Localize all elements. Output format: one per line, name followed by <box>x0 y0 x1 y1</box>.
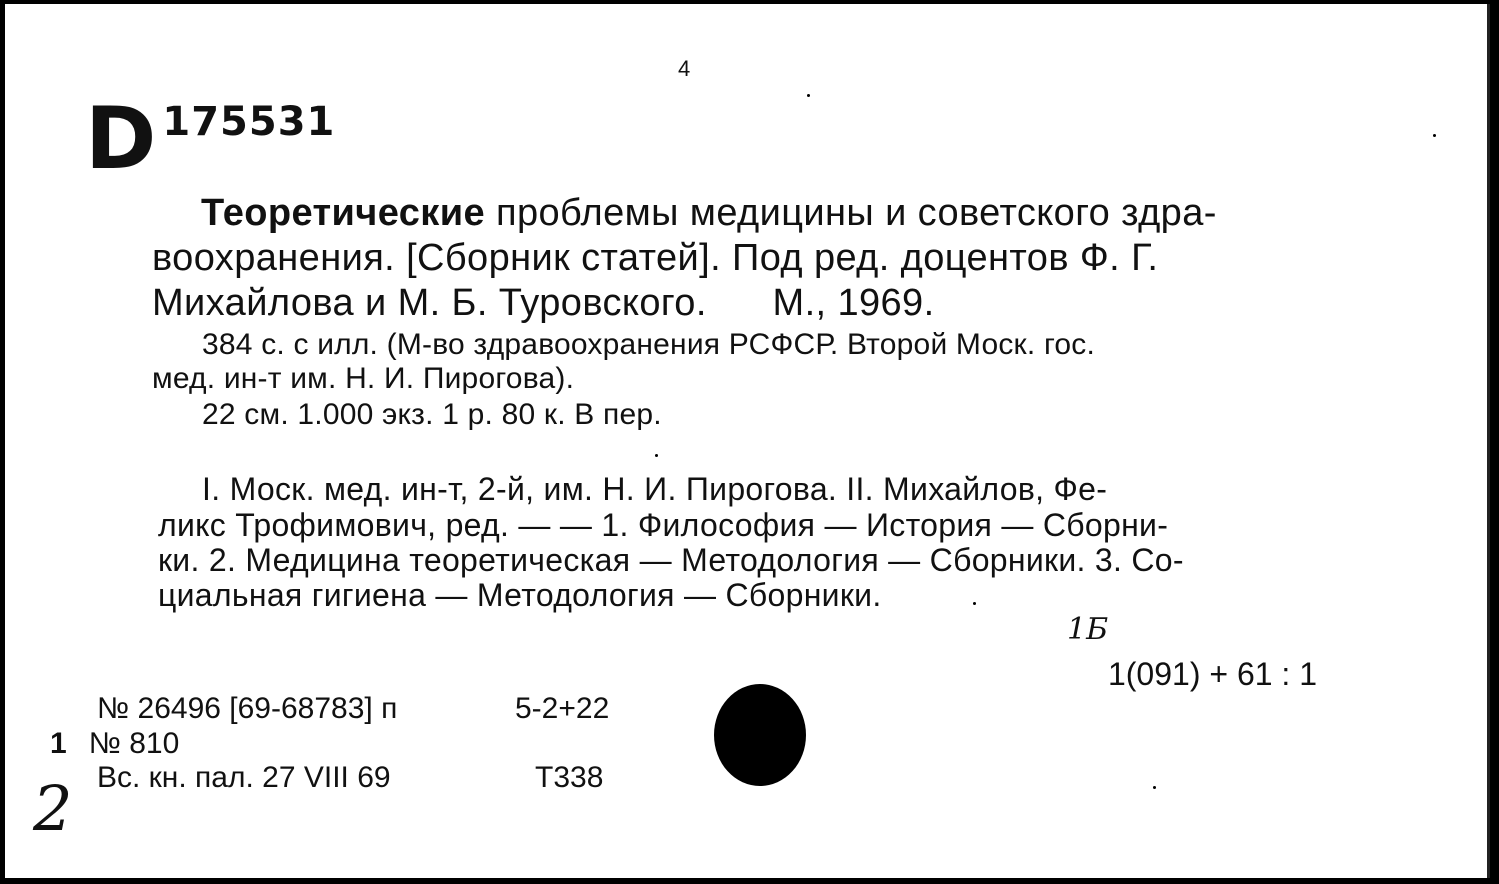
copy-record: № 810 <box>88 727 180 760</box>
collation-line-2: мед. ин-т им. Н. И. Пирогова). <box>152 362 575 395</box>
print-code: Т338 <box>535 761 604 794</box>
title-line-2: воохранения. [Сборник статей]. Под ред. доцентов Ф. Г. <box>152 237 1159 279</box>
call-number-letter: D <box>85 89 155 189</box>
call-number <box>85 89 336 189</box>
speck <box>807 94 810 97</box>
copy-number: 1 <box>50 727 67 760</box>
book-chamber-line: Вс. кн. пал. 27 VIII 69 <box>97 761 391 794</box>
top-hand-mark: 4 <box>678 56 691 81</box>
classification-mark: 1(091) + 61 : 1 <box>1107 656 1317 692</box>
handwritten-index: 1Б <box>1067 612 1109 647</box>
subjects-line-1: I. Моск. мед. ин-т, 2-й, им. Н. И. Пирогова. II. Михайлов, Фе- <box>202 471 1108 507</box>
title-line-1-rest: проблемы медицины и советского здра- <box>485 192 1217 234</box>
speck <box>655 454 658 457</box>
speck <box>1433 134 1436 137</box>
publication-format: 5-2+22 <box>515 692 610 725</box>
subjects-line-4: циальная гигиена — Методология — Сборники. <box>158 577 882 613</box>
title-line-1 <box>201 192 1217 235</box>
title-line-3: Михайлова и М. Б. Туровского. М., 1969. <box>152 282 935 324</box>
punch-hole <box>714 684 806 786</box>
catalog-card <box>5 4 1490 878</box>
title-bold-word: Теоретические <box>201 192 486 234</box>
handwritten-number: 2 <box>33 772 73 845</box>
speck <box>973 602 976 605</box>
publication-record: № 26496 [69-68783] п <box>97 692 398 725</box>
subjects-line-3: ки. 2. Медицина теоретическая — Методология — Сборники. 3. Со- <box>158 542 1184 578</box>
collation-line-3: 22 см. 1.000 экз. 1 р. 80 к. В пер. <box>202 398 662 431</box>
speck <box>1153 786 1156 789</box>
subjects-line-2: ликс Трофимович, ред. — — 1. Философия — История — Сборни- <box>158 507 1169 543</box>
collation-line-1: 384 с. с илл. (М-во здравоохранения РСФСР. Второй Моск. гос. <box>202 328 1096 361</box>
call-number-digits: 175531 <box>162 99 336 145</box>
copy-line <box>50 727 179 761</box>
